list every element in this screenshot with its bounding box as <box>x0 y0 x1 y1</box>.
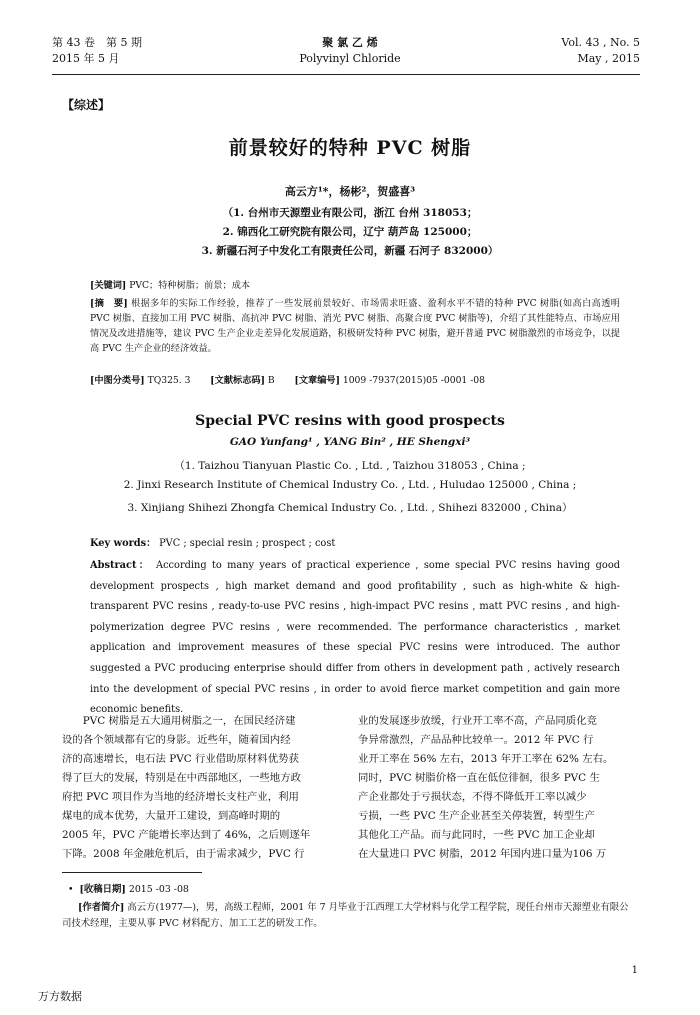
body-column-right <box>358 712 640 864</box>
bio-label: [作者简介] <box>78 902 125 913</box>
header-date-cn: 2015 年 5 月 <box>52 52 120 65</box>
authors-en: GAO Yunfang¹ , YANG Bin² , HE Shengxi³ <box>229 436 471 448</box>
affiliation-cn-3: 3. 新疆石河子中发化工有限责任公司，新疆 石河子 832000） <box>201 245 499 257</box>
page-title-cn: 前景较好的特种 PVC 树脂 <box>228 137 472 159</box>
body-line: 得了巨大的发展，特别是在中西部地区，一些地方政 <box>62 772 301 784</box>
body-line: 煤电的成本优势，大量开工建设，到高峰时期的 <box>62 810 281 822</box>
footnote-received: • [收稿日期] 2015 -03 -08 <box>68 884 189 895</box>
header-journal-cn: 聚 氯 乙 烯 <box>322 36 378 49</box>
article-number-label: [文章编号] <box>294 375 340 386</box>
page-title-en: Special PVC resins with good prospects <box>195 413 505 429</box>
body-line: 设的各个领域都有它的身影。近些年，随着国内经 <box>62 734 291 746</box>
header-volume-cn: 第 43 卷 第 5 期 <box>52 36 142 49</box>
body-line: PVC 树脂是五大通用树脂之一，在国民经济建 <box>82 715 296 727</box>
body-line: 其他化工产品。而与此同时，一些 PVC 加工企业却 <box>358 829 595 841</box>
body-line: 亏损，一些 PVC 生产企业甚至关停装置，转型生产 <box>358 810 595 822</box>
body-line: 产企业都处于亏损状态，不得不降低开工率以减少 <box>358 791 587 803</box>
clc-value: TQ325. 3 <box>147 375 191 386</box>
bio-text: 高云方(1977—)，男，高级工程师，2001 年 7 月毕业于江西理工大学材料与化学工程学院，现任台州市天源塑业有限公司技术经理，主要从事 PVC 材料配方、加工工艺的研发工作。 <box>62 902 629 929</box>
body-line: 济的高速增长，电石法 PVC 行业借助原材料优势获 <box>62 753 299 765</box>
keywords-en-label: Key words： <box>90 538 156 549</box>
header-volume-en: Vol. 43 , No. 5 <box>561 36 640 49</box>
body-line: 2005 年，PVC 产能增长率达到了 46%，之后则逐年 <box>62 829 311 841</box>
keywords-cn <box>90 278 620 293</box>
affiliation-en-3: 3. Xinjiang Shihezi Zhongfa Chemical Industry Co. , Ltd. , Shihezi 832000 , China） <box>127 502 573 514</box>
abstract-cn-text: 根据多年的实际工作经验，推荐了一些发展前景较好、市场需求旺盛、盈利水平不错的特种 PVC 树脂(如高白高透明 PVC 树脂、直接加工用 PVC 树脂、高抗冲 PVC 树脂、消光 PVC 树脂、高聚合度 PVC 树脂等)，介绍了其性能特点、市场应用情况及改进措施等，建议 PVC 生产企业走差异化发展道路，积极研发特种 PVC 树脂，避开普通 PVC 树脂激烈的市场竞争，以提高 PVC 生产企业的经济效益。 <box>90 298 620 354</box>
footnote-rule <box>62 872 202 873</box>
authors-cn: 高云方¹*，杨彬²，贺盛喜³ <box>284 185 416 198</box>
body-line: 同时，PVC 树脂价格一直在低位徘徊，很多 PVC 生 <box>358 772 600 784</box>
footnote-author-bio <box>62 900 632 932</box>
keywords-en-text: PVC ; special resin ; prospect ; cost <box>159 538 336 549</box>
page-number: 1 <box>631 965 638 976</box>
affiliation-cn-2: 2. 锦西化工研究院有限公司，辽宁 葫芦岛 125000； <box>222 226 478 238</box>
affiliation-en-1: （1. Taizhou Tianyuan Plastic Co. , Ltd. , Taizhou 318053 , China ; <box>174 460 526 472</box>
watermark: 万方数据 <box>38 990 82 1003</box>
abstract-en <box>90 556 620 721</box>
received-label: [收稿日期] <box>79 884 126 895</box>
section-label: 【综述】 <box>62 98 111 112</box>
classification-line <box>90 373 620 388</box>
body-line: 业的发展逐步放缓，行业开工率不高，产品同质化竞 <box>358 715 597 727</box>
body-line: 下降。2008 年金融危机后，由于需求减少，PVC 行 <box>62 848 305 860</box>
keywords-en <box>90 536 620 552</box>
keywords-cn-label: [关键词] <box>90 280 127 291</box>
affiliation-cn-1: （1. 台州市天源塑业有限公司，浙江 台州 318053； <box>222 207 478 219</box>
clc-label: [中图分类号] <box>90 375 145 386</box>
body-line: 在大量进口 PVC 树脂，2012 年国内进口量为106 万 <box>358 848 607 860</box>
abstract-en-text: According to many years of practical experience , some special PVC resins having good development prospects , high market demand and good profitability , such as high-white & high-transparent PVC resins , ready-to-use PVC resins , high-impact PVC resins , matt PVC resins , and high-polymerization degree PVC resins , were recommended. The performance characteristics , market application and improvement measures of these special PVC resins were introduced. The author suggested a PVC producing enterprise should differ from others in development path , actively research into the development of special PVC resins , in order to avoid fierce market competition and gain more economic benefits. <box>90 560 620 716</box>
body-line: 业开工率在 56% 左右，2013 年开工率在 62% 左右。 <box>358 753 614 765</box>
affiliation-en-2: 2. Jinxi Research Institute of Chemical Industry Co. , Ltd. , Huludao 125000 , China ; <box>123 479 577 491</box>
doc-code-value: B <box>267 375 275 386</box>
abstract-cn <box>90 296 620 356</box>
body-column-left <box>62 712 344 864</box>
doc-code-label: [文献标志码] <box>210 375 265 386</box>
abstract-en-label: Abstract： <box>90 560 151 571</box>
received-value: 2015 -03 -08 <box>128 884 189 895</box>
header-journal-en: Polyvinyl Chloride <box>299 52 401 65</box>
article-number-value: 1009 -7937(2015)05 -0001 -08 <box>342 375 485 386</box>
header-rule <box>52 74 640 75</box>
abstract-cn-label: [摘 要] <box>90 298 128 309</box>
keywords-cn-text: PVC；特种树脂；前景；成本 <box>129 280 251 291</box>
body-line: 争异常激烈，产品品种比较单一。2012 年 PVC 行 <box>358 734 594 746</box>
header-date-en: May , 2015 <box>577 52 640 65</box>
body-line: 府把 PVC 项目作为当地的经济增长支柱产业，利用 <box>62 791 299 803</box>
